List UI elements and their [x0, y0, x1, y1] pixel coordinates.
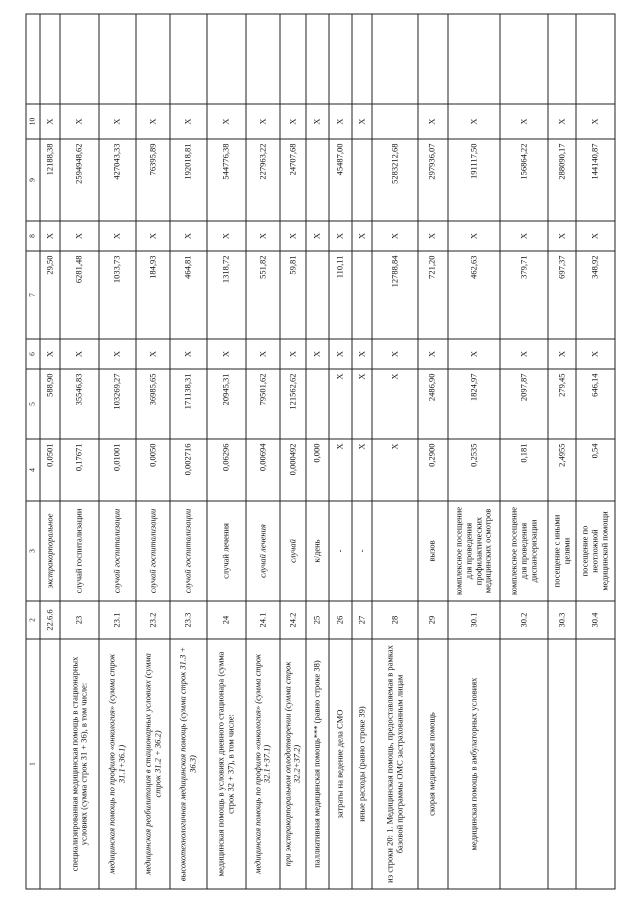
cell-value: 35546,83 [60, 369, 99, 439]
cell-value [305, 251, 328, 339]
cell-value: X [328, 104, 351, 139]
row-code-cell: 27 [351, 601, 372, 639]
cell-value [351, 251, 372, 339]
cell-value: 191117,50 [447, 139, 500, 221]
cell-value: X [417, 104, 447, 139]
cell-value: X [500, 221, 548, 251]
cell-value: X [245, 221, 279, 251]
cell-value: 6281,48 [60, 251, 99, 339]
cell-value: X [60, 339, 99, 369]
row-name-cell: специализированная медицинская помощь в стационарных условиях (сумма строк 31 + 36), в том числе: [60, 639, 99, 889]
col-number: 3 [26, 501, 40, 601]
spare-cell [135, 14, 169, 104]
cell-value: 29,50 [39, 251, 60, 339]
cell-value [351, 139, 372, 221]
row-unit-cell: посещение по неотложной медицинской помощи [575, 501, 614, 601]
cell-value: X [575, 339, 614, 369]
cell-value: 156864,22 [500, 139, 548, 221]
row-name-cell: паллиативная медицинская помощь*** (равно строке 38) [305, 639, 328, 889]
cell-value: X [328, 339, 351, 369]
cell-value: 110,11 [328, 251, 351, 339]
cell-value: X [135, 104, 169, 139]
row-code-cell: 30.3 [548, 601, 575, 639]
cell-value: 1824,97 [447, 369, 500, 439]
col-number: 9 [26, 139, 40, 221]
row-name-cell: медицинская помощь по профилю «онкология» (сумма строк 32.1+37.1) [245, 639, 279, 889]
cell-value: 79501,62 [245, 369, 279, 439]
spare-cell [60, 14, 99, 104]
cell-value: 36985,65 [135, 369, 169, 439]
table-row [500, 14, 548, 889]
row-code-cell: 30.4 [575, 601, 614, 639]
row-unit-cell: посещение с иными целями [548, 501, 575, 601]
spare-cell [170, 14, 207, 104]
row-code-cell: 24.1 [245, 601, 279, 639]
cell-value: 288090,17 [548, 139, 575, 221]
cell-value: X [351, 339, 372, 369]
cell-value: X [170, 104, 207, 139]
cell-value: X [372, 439, 418, 501]
cell-value: X [39, 221, 60, 251]
spare-cell [328, 14, 351, 104]
row-name-cell: из строки 20: 1. Медицинская помощь, предоставляемая в рамках базовой программы ОМС застрахованным лицам [372, 639, 418, 889]
cell-value: 2594948,62 [60, 139, 99, 221]
cell-value: 24707,68 [280, 139, 306, 221]
row-name-cell: скорая медицинская помощь [417, 639, 447, 889]
spare-cell [548, 14, 575, 104]
col-number: 7 [26, 251, 40, 339]
table-row [170, 14, 207, 889]
cell-value: X [305, 221, 328, 251]
cell-value: X [99, 104, 136, 139]
row-code-cell: 25 [305, 601, 328, 639]
cell-value: X [328, 369, 351, 439]
cell-value: X [305, 104, 328, 139]
cell-value: 0,00694 [245, 439, 279, 501]
cell-value: X [170, 221, 207, 251]
cell-value: 646,14 [575, 369, 614, 439]
cell-value: 12188,38 [39, 139, 60, 221]
cell-value: 0,0050 [135, 439, 169, 501]
cell-value: X [351, 221, 372, 251]
cell-value: X [351, 439, 372, 501]
cell-value: X [500, 339, 548, 369]
cell-value: X [280, 339, 306, 369]
cell-value: X [351, 369, 372, 439]
row-code-cell: 30.1 [447, 601, 500, 639]
cell-value: X [548, 339, 575, 369]
cell-value: 0,2900 [417, 439, 447, 501]
cell-value: 551,82 [245, 251, 279, 339]
row-unit-cell: комплексное посещение для проведения профилактических медицинских осмотров [447, 501, 500, 601]
cell-value: 0,002716 [170, 439, 207, 501]
table-row [351, 14, 372, 889]
spare-cell [417, 14, 447, 104]
row-name-cell [500, 639, 548, 889]
cell-value: X [328, 221, 351, 251]
col-number: 5 [26, 369, 40, 439]
cell-value: 297936,07 [417, 139, 447, 221]
row-unit-cell: случай госпитализации [99, 501, 136, 601]
cell-value: 192018,81 [170, 139, 207, 221]
table-row [305, 14, 328, 889]
row-code-cell: 24.2 [280, 601, 306, 639]
row-code-cell: 22.6.6 [39, 601, 60, 639]
cell-value: 184,93 [135, 251, 169, 339]
row-unit-cell: случай госпитализации [170, 501, 207, 601]
cell-value: 0,54 [575, 439, 614, 501]
table-row [372, 14, 418, 889]
row-name-cell: иные расходы (равно строке 39) [351, 639, 372, 889]
cell-value: X [575, 221, 614, 251]
cell-value: X [39, 339, 60, 369]
rotated-table-area [25, 15, 615, 890]
cell-value: X [417, 221, 447, 251]
table-row [99, 14, 136, 889]
cell-value: 379,71 [500, 251, 548, 339]
cell-value: 227963,22 [245, 139, 279, 221]
cell-value: 0,01001 [99, 439, 136, 501]
row-name-cell [575, 639, 614, 889]
spare-cell [500, 14, 548, 104]
row-unit-cell: комплексное посещение для проведения диспансеризации [500, 501, 548, 601]
row-unit-cell: - [351, 501, 372, 601]
cell-value: X [135, 221, 169, 251]
cell-value: X [245, 339, 279, 369]
cell-value: X [99, 339, 136, 369]
row-name-cell: медицинская помощь в амбулаторных условиях [447, 639, 500, 889]
col-number: 1 [26, 639, 40, 889]
table-row [206, 14, 245, 889]
cell-value: 721,20 [417, 251, 447, 339]
row-name-cell: высокотехнологичная медицинская помощь (сумма строк 31.3 + 36.3) [170, 639, 207, 889]
cell-value: 121562,62 [280, 369, 306, 439]
row-unit-cell: экстракорпоральное [39, 501, 60, 601]
table-row [280, 14, 306, 889]
column-number-row [26, 14, 40, 889]
cell-value: X [447, 221, 500, 251]
cell-value: 2486,90 [417, 369, 447, 439]
row-code-cell: 28 [372, 601, 418, 639]
cell-value: 59,81 [280, 251, 306, 339]
col-number: 10 [26, 104, 40, 139]
row-unit-cell: случай [280, 501, 306, 601]
row-unit-cell: вызов [417, 501, 447, 601]
cell-value: 588,90 [39, 369, 60, 439]
spare-cell [372, 14, 418, 104]
row-unit-cell [372, 501, 418, 601]
cell-value: X [280, 104, 306, 139]
cell-value: X [39, 104, 60, 139]
cell-value: 0,2535 [447, 439, 500, 501]
cell-value: X [500, 104, 548, 139]
cell-value: X [135, 339, 169, 369]
cell-value: X [170, 339, 207, 369]
cell-value: X [60, 221, 99, 251]
cell-value: 0,17671 [60, 439, 99, 501]
spare-cell [447, 14, 500, 104]
cell-value: 279,45 [548, 369, 575, 439]
cell-value: 2,4955 [548, 439, 575, 501]
cell-value: X [280, 221, 306, 251]
table-row [548, 14, 575, 889]
row-name-cell: затраты на ведение дела СМО [328, 639, 351, 889]
spare-cell [280, 14, 306, 104]
cell-value: 0,000492 [280, 439, 306, 501]
cell-value: 0,06296 [206, 439, 245, 501]
row-name-cell: при экстракорпоральном оплодотворении (сумма строк 32.2+37.2) [280, 639, 306, 889]
row-code-cell: 23.1 [99, 601, 136, 639]
cell-value: X [245, 104, 279, 139]
row-code-cell: 23.2 [135, 601, 169, 639]
cell-value: X [575, 104, 614, 139]
cell-value: X [548, 104, 575, 139]
row-name-cell: медицинская помощь в условиях дневного стационара (сумма строк 32 + 37), в том числе: [206, 639, 245, 889]
row-code-cell: 26 [328, 601, 351, 639]
cell-value: X [372, 339, 418, 369]
cell-value: X [548, 221, 575, 251]
cell-value: 462,63 [447, 251, 500, 339]
row-code-cell: 23 [60, 601, 99, 639]
cell-value: 1033,73 [99, 251, 136, 339]
spare-cell [206, 14, 245, 104]
cell-value [372, 104, 418, 139]
col-number: 8 [26, 221, 40, 251]
cell-value: X [372, 369, 418, 439]
spare-cell [305, 14, 328, 104]
row-name-cell [548, 639, 575, 889]
cell-value: 45487,00 [328, 139, 351, 221]
row-code-cell: 30.2 [500, 601, 548, 639]
cell-value: X [351, 104, 372, 139]
cell-value [305, 139, 328, 221]
table-row [60, 14, 99, 889]
cell-value: X [305, 339, 328, 369]
cell-value: 0,000 [305, 439, 328, 501]
table-row [135, 14, 169, 889]
row-name-cell: медицинская помощь по профилю «онкология» (сумма строк 31.1+36.1) [99, 639, 136, 889]
cell-value [305, 369, 328, 439]
cell-value: 2097,87 [500, 369, 548, 439]
table-row [39, 14, 60, 889]
spare-cell [245, 14, 279, 104]
cell-value: X [447, 339, 500, 369]
col-number-spare [26, 14, 40, 104]
cell-value: X [206, 104, 245, 139]
table-row [575, 14, 614, 889]
cell-value: 427043,33 [99, 139, 136, 221]
cell-value: 0,181 [500, 439, 548, 501]
row-code-cell: 24 [206, 601, 245, 639]
table-row [417, 14, 447, 889]
cell-value: X [99, 221, 136, 251]
table-row [245, 14, 279, 889]
row-code-cell: 29 [417, 601, 447, 639]
cell-value: 0,0501 [39, 439, 60, 501]
row-unit-cell: случай госпитализации [135, 501, 169, 601]
cell-value: 464,81 [170, 251, 207, 339]
col-number: 4 [26, 439, 40, 501]
row-name-cell [39, 639, 60, 889]
cell-value: 5283212,68 [372, 139, 418, 221]
cell-value: X [206, 221, 245, 251]
cell-value: X [447, 104, 500, 139]
spare-cell [99, 14, 136, 104]
cell-value: 12788,84 [372, 251, 418, 339]
cell-value: 76395,89 [135, 139, 169, 221]
cell-value: 144140,87 [575, 139, 614, 221]
spare-cell [575, 14, 614, 104]
spare-cell [351, 14, 372, 104]
cell-value: 697,37 [548, 251, 575, 339]
col-number: 2 [26, 601, 40, 639]
cell-value: X [328, 439, 351, 501]
cell-value: X [206, 339, 245, 369]
cell-value: X [60, 104, 99, 139]
row-unit-cell: к/день [305, 501, 328, 601]
row-unit-cell: - [328, 501, 351, 601]
cell-value: 544776,38 [206, 139, 245, 221]
cell-value: X [372, 221, 418, 251]
row-name-cell: медицинская реабилитация в стационарных условиях (сумма строк 31.2 + 36.2) [135, 639, 169, 889]
table-row [447, 14, 500, 889]
table-row [328, 14, 351, 889]
spare-cell [39, 14, 60, 104]
row-code-cell: 23.3 [170, 601, 207, 639]
row-unit-cell: случай лечения [245, 501, 279, 601]
cell-value: 1318,72 [206, 251, 245, 339]
cell-value: 348,92 [575, 251, 614, 339]
cell-value: 171138,31 [170, 369, 207, 439]
financing-table [25, 14, 615, 890]
col-number: 6 [26, 339, 40, 369]
cell-value: 20945,31 [206, 369, 245, 439]
row-unit-cell: случай лечения [206, 501, 245, 601]
cell-value: 103269,27 [99, 369, 136, 439]
row-unit-cell: случай госпитализации [60, 501, 99, 601]
cell-value: X [417, 339, 447, 369]
